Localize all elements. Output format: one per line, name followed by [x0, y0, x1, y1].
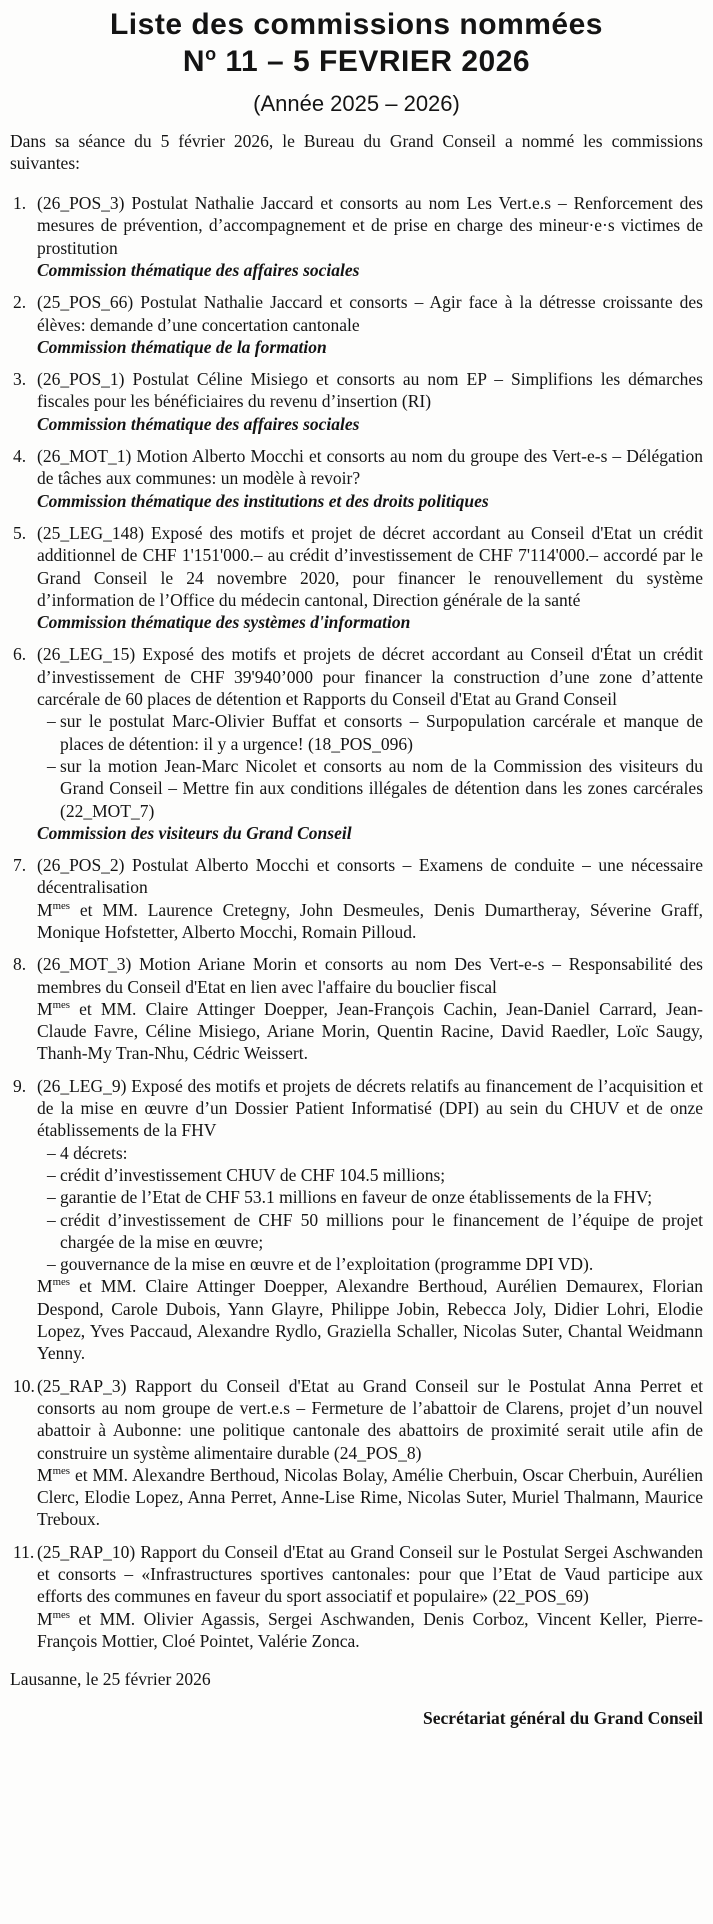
sub-item-text: 4 décrets:	[60, 1142, 128, 1163]
dash-marker: –	[47, 711, 56, 732]
members-names: et MM. Claire Attinger Doepper, Alexandre Berthoud, Aurélien Demaurex, Florian Despond, Carole Dubois, Yann Glayre, Philippe Jobin, Rebecca Joly, Didier Lohri, Elodie Lopez, Yves Paccaud, Alexandre Rydlo, Graziella Schaller, Nicolas Suter, Chantal Weidmann Yenny.	[37, 1276, 703, 1364]
item-body	[37, 1375, 703, 1531]
sub-item-text: gouvernance de la mise en œuvre et de l’exploitation (programme DPI VD).	[60, 1254, 594, 1275]
item-number: 8.	[13, 954, 27, 975]
item-text: (26_POS_2) Postulat Alberto Mocchi et consorts – Examens de conduite – une nécessaire décentralisation	[37, 855, 703, 898]
item-text: (25_POS_66) Postulat Nathalie Jaccard et consorts – Agir face à la détresse croissante des élèves: demande d’une concertation cantonale	[37, 292, 703, 335]
item-text: (26_POS_3) Postulat Nathalie Jaccard et consorts au nom Les Vert.e.s – Renforcement des mesures de prévention, d’accompagnement et de prise en charge des mineur·e·s victimes de prostitution	[37, 193, 703, 258]
item-text: (25_LEG_148) Exposé des motifs et projet de décret accordant au Conseil d'Etat un crédit additionnel de CHF 1'151'000.– au crédit d’investissement de CHF 7'114'000.– accordé par le Grand Conseil le 24 novembre 2020, pour financer le renouvellement du système d’information de l’Office du médecin cantonal, Direction générale de la santé	[37, 522, 703, 610]
mmes-abbrev: M	[37, 1276, 53, 1297]
members-list	[37, 1275, 703, 1364]
item-body	[37, 445, 703, 512]
document-title-line2	[10, 43, 703, 80]
sub-item	[47, 1186, 703, 1208]
mmes-abbrev: M	[37, 1464, 53, 1485]
members-list	[37, 1464, 703, 1531]
dash-marker: –	[47, 1254, 56, 1275]
intro-paragraph: Dans sa séance du 5 février 2026, le Bureau du Grand Conseil a nommé les commissions suivantes:	[10, 131, 703, 174]
members-list	[37, 899, 703, 944]
members-names: et MM. Claire Attinger Doepper, Jean-François Cachin, Jean-Daniel Carrard, Jean-Claude Favre, Céline Misiego, Ariane Morin, Quentin Racine, David Raedler, Loïc Saugy, Thanh-My Tran-Nhu, Cédric Weissert.	[37, 998, 703, 1064]
mmes-superscript: mes	[52, 1465, 71, 1477]
list-item-8	[10, 953, 703, 1064]
mmes-superscript: mes	[52, 899, 71, 912]
signature: Secrétariat général du Grand Conseil	[423, 1707, 703, 1728]
item-number: 9.	[13, 1075, 27, 1096]
item-number: 2.	[13, 292, 27, 313]
list-item-7	[10, 854, 703, 943]
commission-name: Commission thématique des systèmes d'information	[37, 612, 411, 633]
item-text: (26_LEG_15) Exposé des motifs et projets de décret accordant au Conseil d'État un crédit d’investissement de CHF 39'940’000 pour financer la construction d’une zone d’attente carcérale de 60 places de détention et Rapports du Conseil d'Etat au Grand Conseil	[37, 644, 703, 710]
item-text: (25_RAP_10) Rapport du Conseil d'Etat au Grand Conseil sur le Postulat Sergei Aschwanden et consorts – «Infrastructures sportives cantonales: pour que l’Etat de Vaud participe aux efforts des communes en faveur du sport associatif et populaire» (22_POS_69)	[37, 1541, 703, 1607]
item-text: (26_LEG_9) Exposé des motifs et projets de décrets relatifs au financement de l’acquisition et de la mise en œuvre d’un Dossier Patient Informatisé (DPI) au sein du CHUV et de onze établissements de la FHV	[37, 1075, 703, 1141]
item-body	[37, 291, 703, 358]
members-names: et MM. Alexandre Berthoud, Nicolas Bolay, Amélie Cherbuin, Oscar Cherbuin, Aurélien Clerc, Elodie Lopez, Anna Perret, Anne-Lise Rime, Nicolas Suter, Muriel Thalmann, Maurice Treboux.	[37, 1464, 703, 1530]
dash-marker: –	[47, 1142, 56, 1163]
commission-name: Commission des visiteurs du Grand Conseil	[37, 822, 352, 843]
item-number: 6.	[13, 644, 27, 665]
sub-item	[47, 755, 703, 822]
commission-name: Commission thématique des affaires sociales	[37, 413, 360, 434]
item-body	[37, 1075, 703, 1365]
list-item-3	[10, 368, 703, 435]
list-item-4	[10, 445, 703, 512]
item-text: (26_POS_1) Postulat Céline Misiego et consorts au nom EP – Simplifions les démarches fiscales pour les bénéficiaires du revenu d’insertion (RI)	[37, 369, 703, 412]
sub-item-text: garantie de l’Etat de CHF 53.1 millions en faveur de onze établissements de la FHV;	[60, 1187, 653, 1208]
item-number: 1.	[13, 193, 27, 214]
mmes-superscript: mes	[52, 1276, 71, 1289]
item-text: (26_MOT_3) Motion Ariane Morin et consorts au nom Des Vert-e-s – Responsabilité des membres du Conseil d'Etat en lien avec l'affaire du bouclier fiscal	[37, 954, 703, 997]
item-body	[37, 953, 703, 1064]
item-body	[37, 192, 703, 281]
item-body	[37, 1541, 703, 1652]
commission-name: Commission thématique des institutions et des droits politiques	[37, 490, 489, 511]
item-text: (25_RAP_3) Rapport du Conseil d'Etat au Grand Conseil sur le Postulat Anna Perret et consorts au nom groupe de vert.e.s – Fermeture de l’abattoir de Clarens, projet d’un nouvel abattoir à Aubonne: une politique cantonale des abattoirs de proximité serait utile afin de construire un système alimentaire durable (24_POS_8)	[37, 1375, 703, 1463]
list-item-5	[10, 522, 703, 633]
list-item-11	[10, 1541, 703, 1652]
dash-marker: –	[47, 755, 56, 776]
commission-list	[10, 192, 703, 1652]
mmes-abbrev: M	[37, 998, 53, 1019]
item-number: 7.	[13, 855, 27, 876]
document-title-line1	[10, 6, 703, 43]
mmes-superscript: mes	[52, 1608, 71, 1621]
item-body	[37, 854, 703, 943]
title-text: Liste des commissions nommées	[109, 8, 603, 41]
item-number: 3.	[13, 369, 27, 390]
item-body	[37, 368, 703, 435]
title-number-prefix: N	[182, 45, 206, 78]
item-text: (26_MOT_1) Motion Alberto Mocchi et consorts au nom du groupe des Vert-e-s – Délégation de tâches aux communes: un modèle à revoir?	[37, 446, 703, 489]
title-number-ordinal: o	[205, 44, 217, 64]
dash-marker: –	[47, 1209, 56, 1230]
mmes-abbrev: M	[37, 899, 53, 920]
sub-item	[47, 710, 703, 755]
dash-marker: –	[47, 1187, 56, 1208]
dash-marker: –	[47, 1164, 56, 1185]
sub-item-text: sur la motion Jean-Marc Nicolet et consorts au nom de la Commission des visiteurs du Grand Conseil – Mettre fin aux conditions illégales de détention dans les zones carcérales (22_MOT_7)	[60, 755, 703, 821]
title-number-rest: 11 – 5 FEVRIER 2026	[216, 45, 531, 78]
members-list	[37, 998, 703, 1065]
sub-item	[47, 1164, 703, 1186]
sub-item	[47, 1253, 703, 1275]
item-number: 5.	[13, 522, 27, 543]
sub-item-text: sur le postulat Marc-Olivier Buffat et consorts – Surpopulation carcérale et manque de places de détention: il y a urgence! (18_POS_096)	[60, 711, 703, 754]
item-body	[37, 522, 703, 633]
item-number: 10.	[13, 1375, 35, 1396]
sub-item-text: crédit d’investissement CHUV de CHF 104.5 millions;	[60, 1164, 446, 1185]
mmes-superscript: mes	[52, 999, 71, 1012]
sub-item	[47, 1142, 703, 1164]
item-number: 11.	[13, 1541, 35, 1562]
sub-item	[47, 1209, 703, 1254]
list-item-10	[10, 1375, 703, 1531]
item-body	[37, 643, 703, 844]
list-item-9	[10, 1075, 703, 1365]
commission-name: Commission thématique de la formation	[37, 336, 327, 357]
date-line: Lausanne, le 25 février 2026	[10, 1669, 211, 1690]
sub-item-text: crédit d’investissement de CHF 50 millions pour le financement de l’équipe de projet chargée de la mise en œuvre;	[60, 1209, 703, 1252]
members-list	[37, 1608, 703, 1653]
members-names: et MM. Olivier Agassis, Sergei Aschwanden, Denis Corboz, Vincent Keller, Pierre-François Mottier, Cloé Pointet, Valérie Zonca.	[37, 1608, 703, 1651]
item-number: 4.	[13, 446, 27, 467]
commission-name: Commission thématique des affaires sociales	[37, 259, 360, 280]
members-names: et MM. Laurence Cretegny, John Desmeules, Denis Dumartheray, Séverine Graff, Monique Hofstetter, Alberto Mocchi, Romain Pilloud.	[37, 899, 703, 942]
list-item-6	[10, 643, 703, 844]
list-item-2	[10, 291, 703, 358]
mmes-abbrev: M	[37, 1608, 53, 1629]
document-subtitle: (Année 2025 – 2026)	[253, 91, 460, 116]
list-item-1	[10, 192, 703, 281]
